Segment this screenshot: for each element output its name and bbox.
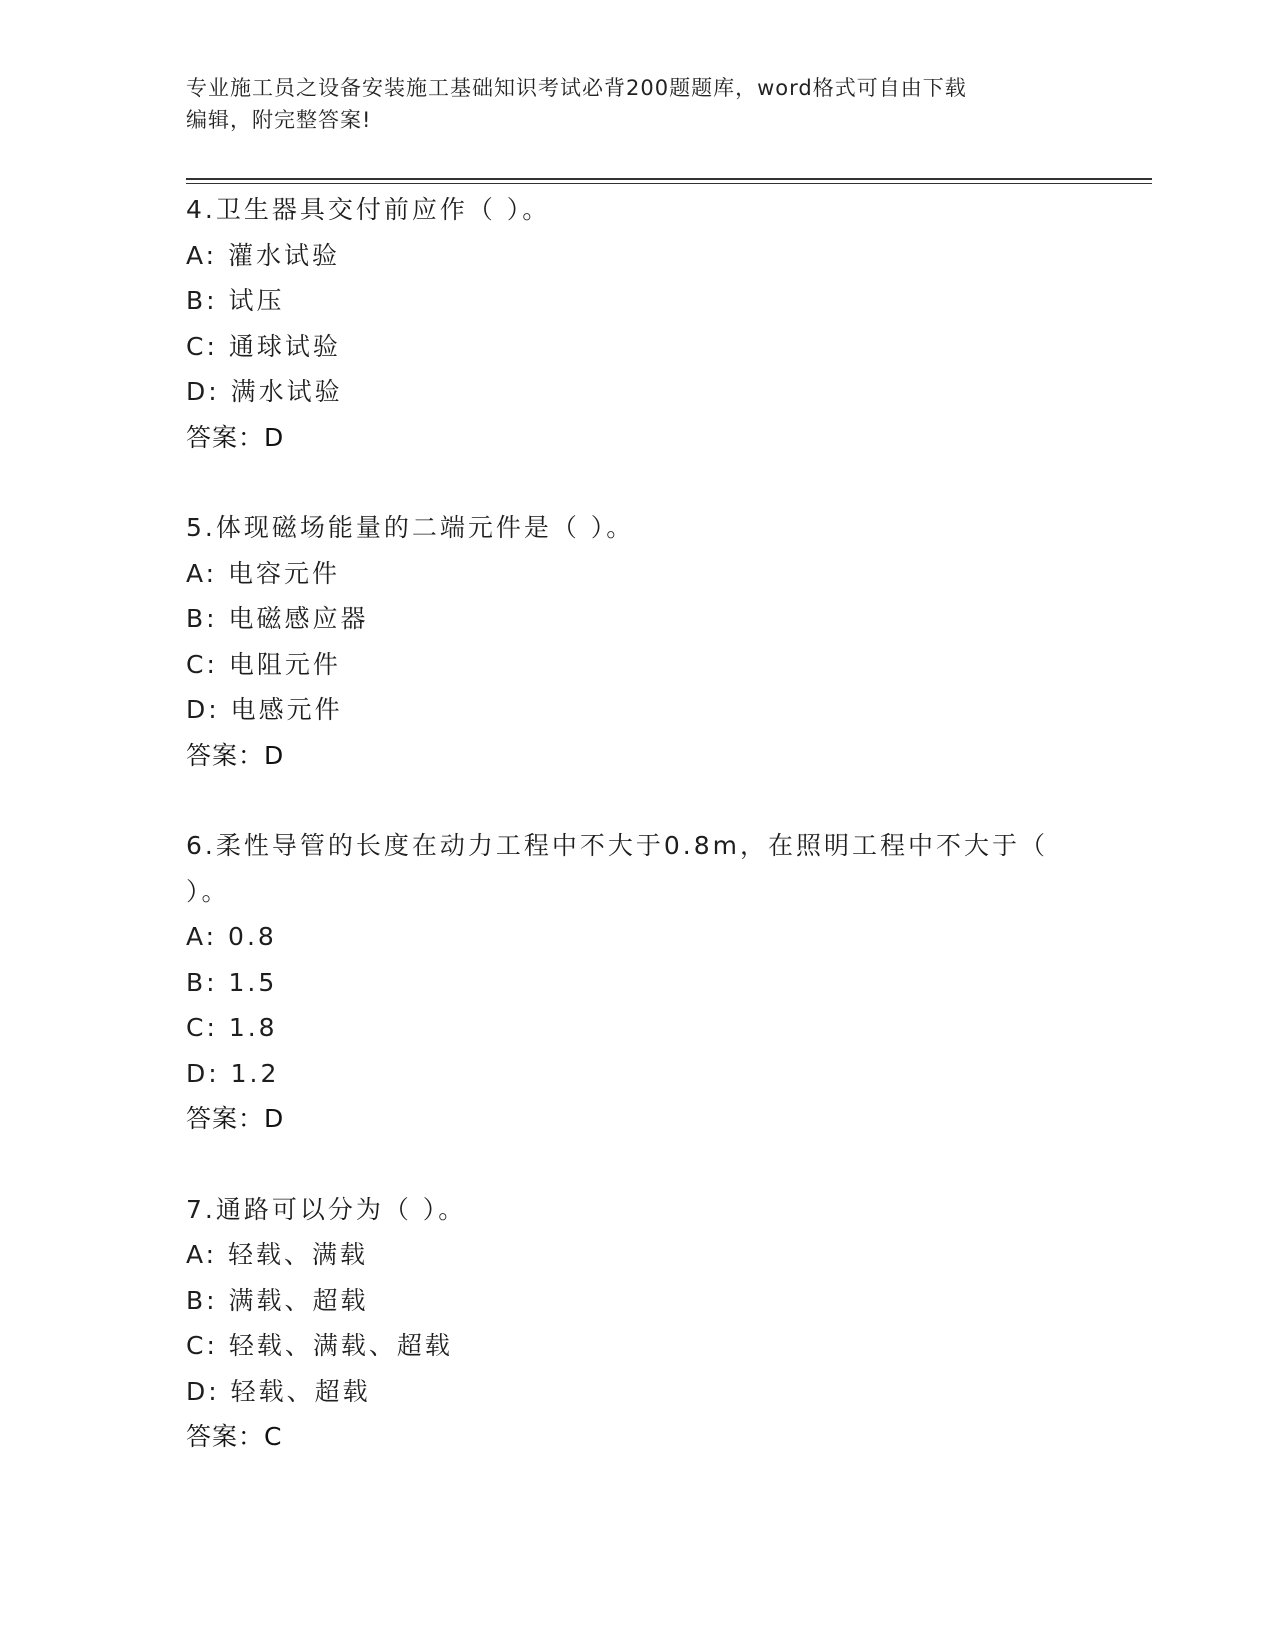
question-6 [186,823,1066,1142]
header-divider-thin [186,183,1152,184]
question-4 [186,187,1066,460]
question-stem: 4.卫生器具交付前应作（ ）。 [186,195,551,224]
option-b: B: 满载、超载 [186,1285,369,1315]
option-b: B: 试压 [186,286,285,315]
option-a: A: 电容元件 [186,558,341,588]
question-list [186,187,1066,1460]
question-5 [186,505,1066,778]
answer: 答案：D [186,422,285,452]
option-d: D: 电感元件 [186,695,343,724]
option-b: B: 电磁感应器 [186,604,369,633]
question-stem: 5.体现磁场能量的二端元件是（ ）。 [186,513,635,542]
answer: 答案：D [186,1104,285,1133]
option-c: C: 电阻元件 [186,649,341,679]
option-a: A: 轻载、满载 [186,1240,369,1269]
option-d: D: 轻载、超载 [186,1376,371,1406]
option-d: D: 1.2 [186,1058,280,1088]
option-d: D: 满水试验 [186,377,343,406]
option-c: C: 轻载、满载、超载 [186,1331,453,1360]
header-title-line-1: 专业施工员之设备安装施工基础知识考试必背200题题库，word格式可自由下载 [186,76,967,100]
option-c: C: 通球试验 [186,331,341,361]
header-divider-thick [186,178,1152,180]
header-title-line-2: 编辑，附完整答案! [186,108,372,132]
document-header [186,72,1066,136]
question-7 [186,1187,1066,1460]
answer: 答案：D [186,740,285,770]
option-b: B: 1.5 [186,967,278,997]
option-a: A: 灌水试验 [186,240,341,270]
option-c: C: 1.8 [186,1013,278,1042]
question-stem: 7.通路可以分为（ ）。 [186,1194,467,1224]
answer: 答案：C [186,1422,283,1451]
option-a: A: 0.8 [186,922,277,951]
question-stem: 6.柔性导管的长度在动力工程中不大于0.8m，在照明工程中不大于（ ）。 [186,831,1048,906]
